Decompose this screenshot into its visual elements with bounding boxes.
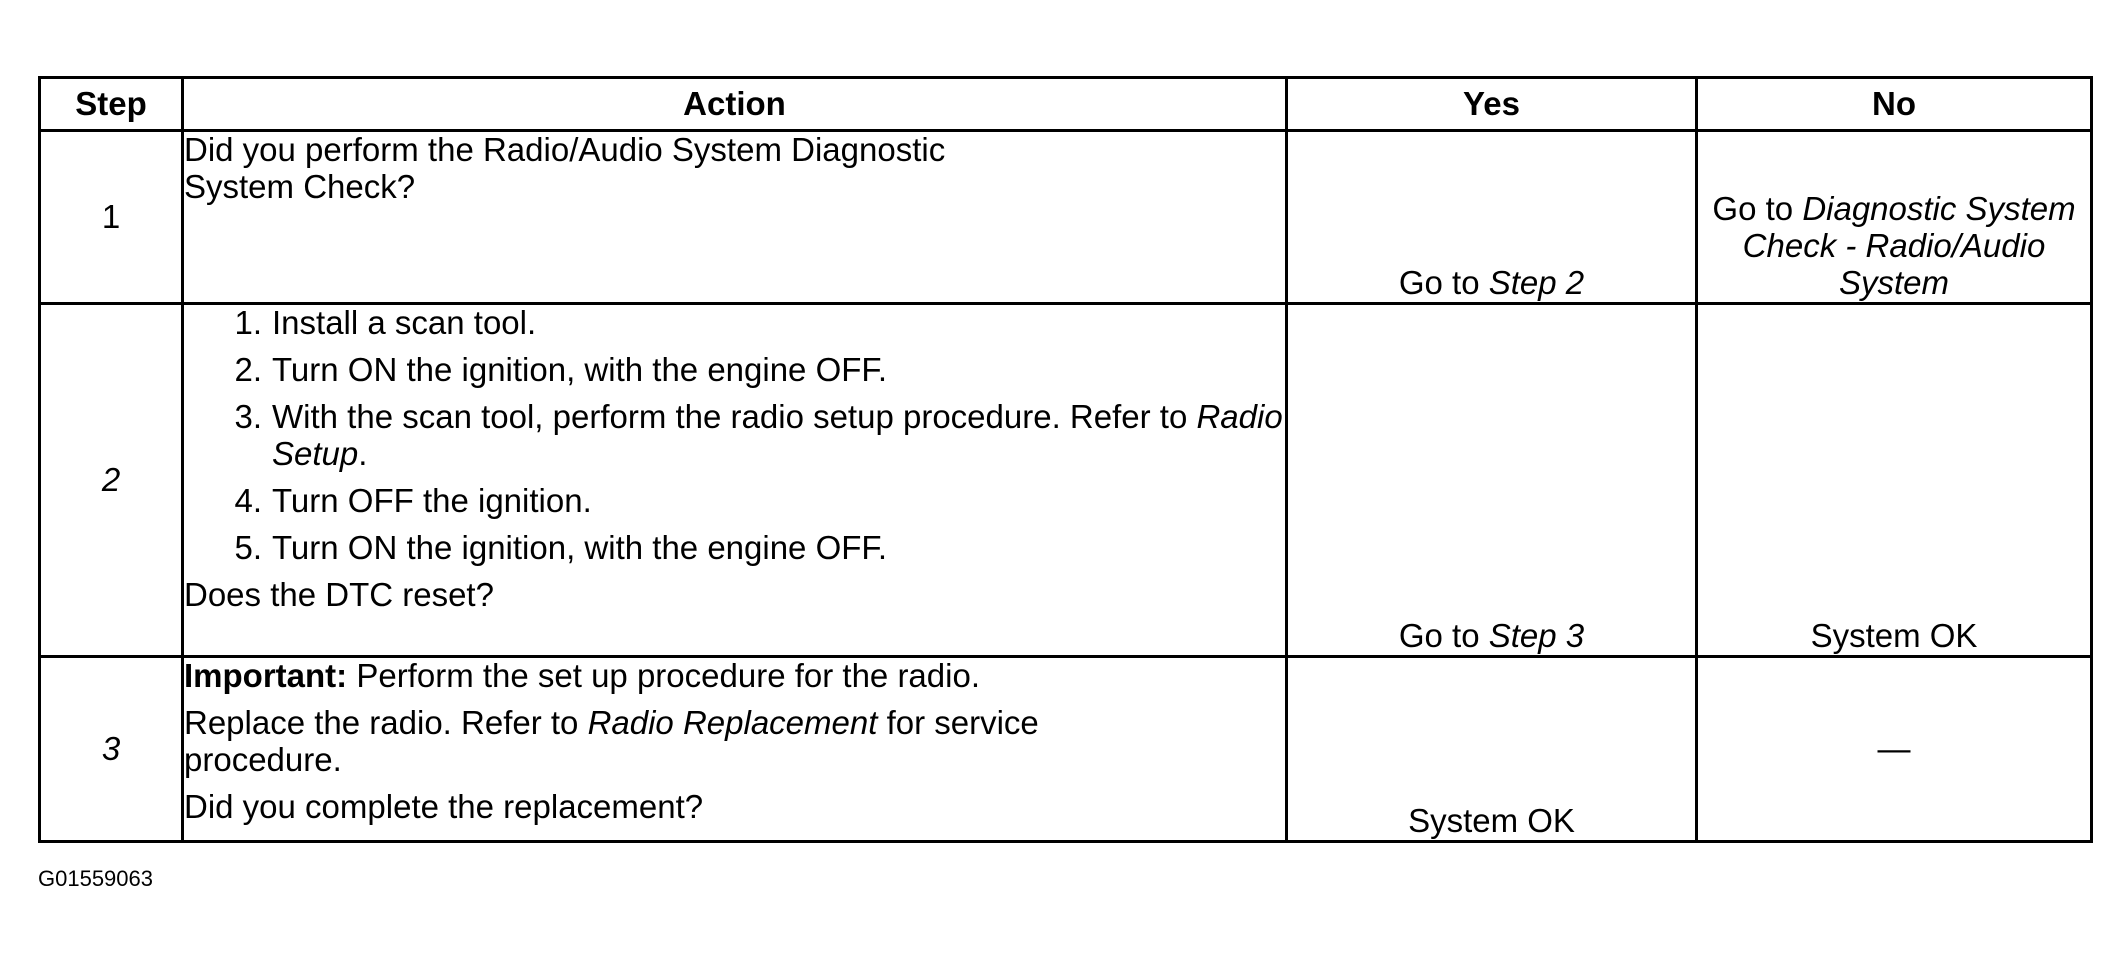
list-item-text (272, 399, 1285, 473)
table-row (40, 131, 2092, 304)
no-reference-link[interactable]: Diagnostic System Check - Radio/Audio System (1742, 190, 2076, 302)
no-cell: System OK (1697, 304, 2092, 657)
action-cell (183, 657, 1287, 842)
important-label: Important: (184, 657, 348, 694)
header-step: Step (40, 78, 183, 131)
step-number: 2 (40, 304, 183, 657)
table-row (40, 304, 2092, 657)
table-header-row (40, 78, 2092, 131)
list-item-text: Turn ON the ignition, with the engine OFF. (272, 350, 888, 388)
step-number: 3 (40, 657, 183, 842)
list-item-text: Install a scan tool. (272, 304, 537, 341)
replace-text-after: for service procedure. (184, 703, 1039, 778)
header-no: No (1697, 78, 2092, 131)
yes-step-link[interactable]: Step 3 (1488, 617, 1585, 655)
question-text: Did you complete the replacement? (184, 787, 704, 825)
replace-text-before: Replace the radio. Refer to (184, 703, 588, 741)
list-item-number: 4. (234, 481, 262, 519)
list-item (184, 399, 1285, 473)
no-prefix: Go to (1712, 190, 1803, 228)
important-note (184, 658, 1285, 695)
action-text: Did you perform the Radio/Audio System Diagnostic System Check? (184, 131, 946, 205)
yes-cell (1287, 304, 1697, 657)
diagnostic-table (38, 76, 2093, 843)
list-item-number: 2. (234, 350, 262, 388)
important-text: Perform the set up procedure for the radio. (347, 657, 980, 694)
yes-cell: System OK (1287, 657, 1697, 842)
procedure-list (184, 305, 1285, 567)
list-item-number: 3. (234, 397, 262, 435)
list-item-text-after: . (358, 434, 368, 472)
list-item (184, 352, 1285, 389)
yes-cell (1287, 131, 1697, 304)
list-item (184, 530, 1285, 567)
no-cell: — (1697, 657, 2092, 842)
step-number: 1 (40, 131, 183, 304)
question-text: Does the DTC reset? (184, 575, 494, 613)
list-item (184, 483, 1285, 520)
yes-prefix: Go to (1398, 617, 1489, 655)
yes-step-link[interactable]: Step 2 (1488, 264, 1585, 302)
list-item-text: Turn ON the ignition, with the engine OFF. (272, 528, 888, 566)
list-item-text: Turn OFF the ignition. (272, 481, 592, 519)
list-item-number: 5. (234, 528, 262, 566)
no-cell (1697, 131, 2092, 304)
radio-replacement-link[interactable]: Radio Replacement (587, 703, 878, 741)
yes-prefix: Go to (1398, 264, 1489, 302)
figure-id: G01559063 (38, 866, 153, 891)
replace-instruction (184, 705, 1144, 779)
table-row (40, 657, 2092, 842)
list-item-text-before: With the scan tool, perform the radio setup procedure. Refer to (272, 397, 1197, 435)
radio-setup-link[interactable]: Radio Setup (272, 397, 1283, 472)
list-item-number: 1. (234, 304, 262, 341)
list-item (184, 305, 1285, 342)
header-action: Action (183, 78, 1287, 131)
action-cell (183, 304, 1287, 657)
header-yes: Yes (1287, 78, 1697, 131)
action-cell (183, 131, 1287, 304)
